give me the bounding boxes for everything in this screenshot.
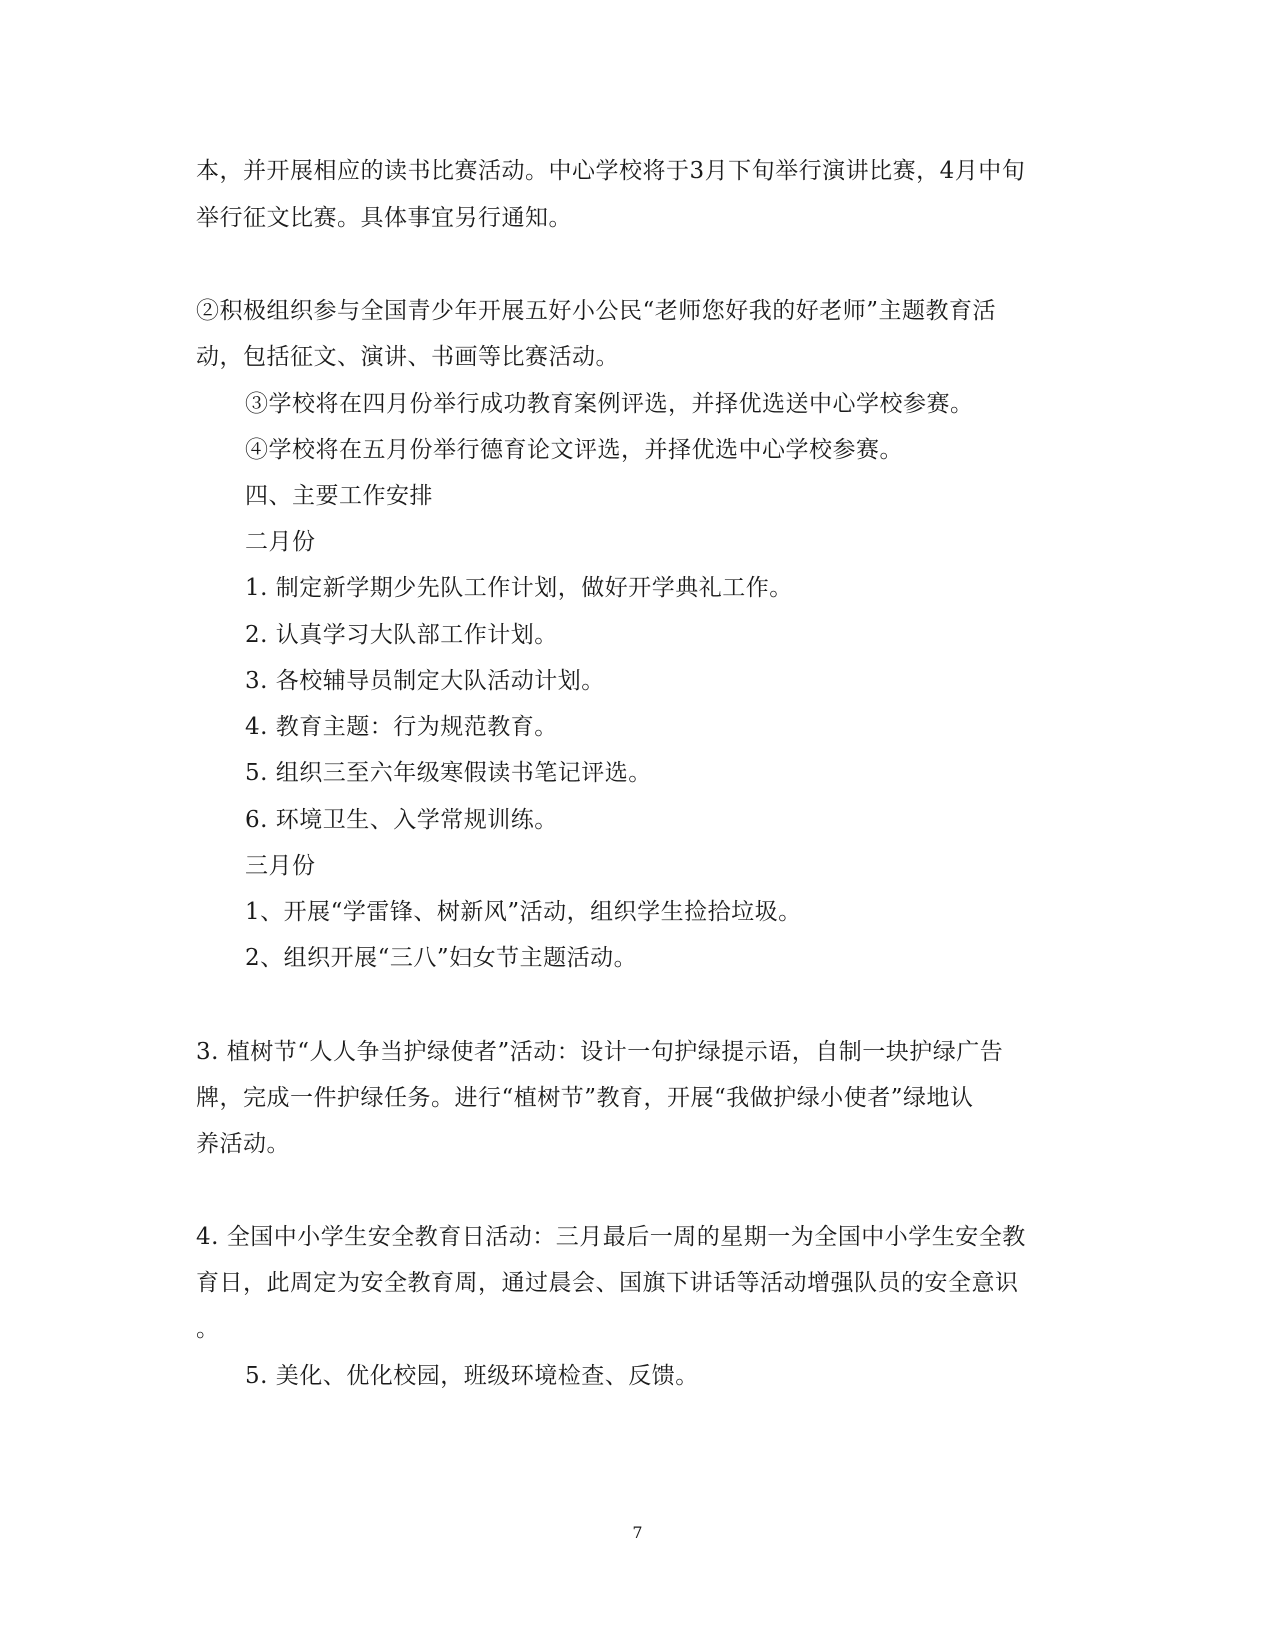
paragraph-line: 育日，此周定为安全教育周，通过晨会、国旗下讲话等活动增强队员的安全意识: [196, 1270, 1019, 1296]
paragraph-line: 3. 植树节“人人争当护绿使者”活动：设计一句护绿提示语，自制一块护绿广告: [196, 1039, 1004, 1065]
list-item: 1、开展“学雷锋、树新风”活动，组织学生捡拾垃圾。: [245, 899, 802, 925]
section-heading: 四、主要工作安排: [245, 483, 433, 509]
list-item: 2、组织开展“三八”妇女节主题活动。: [245, 945, 638, 971]
list-item: ④学校将在五月份举行德育论文评选，并择优选中心学校参赛。: [245, 437, 903, 463]
paragraph-line: 举行征文比赛。具体事宜另行通知。: [196, 205, 572, 231]
month-heading: 二月份: [245, 529, 316, 555]
paragraph-line: 动，包括征文、演讲、书画等比赛活动。: [196, 344, 619, 370]
month-heading: 三月份: [245, 853, 316, 879]
paragraph-line: 。: [196, 1316, 220, 1342]
list-item: 2. 认真学习大队部工作计划。: [245, 622, 558, 648]
page-number: 7: [632, 1523, 643, 1542]
list-item: 3. 各校辅导员制定大队活动计划。: [245, 668, 605, 694]
list-item: 1. 制定新学期少先队工作计划，做好开学典礼工作。: [245, 575, 793, 601]
list-item: 4. 教育主题：行为规范教育。: [245, 714, 558, 740]
paragraph-line: 本，并开展相应的读书比赛活动。中心学校将于3月下旬举行演讲比赛，4月中旬: [196, 158, 1026, 184]
paragraph-line: ②积极组织参与全国青少年开展五好小公民“老师您好我的好老师”主题教育活: [196, 298, 997, 324]
list-item: ③学校将在四月份举行成功教育案例评选，并择优选送中心学校参赛。: [245, 391, 974, 417]
paragraph-line: 4. 全国中小学生安全教育日活动：三月最后一周的星期一为全国中小学生安全教: [196, 1224, 1026, 1250]
list-item: 5. 组织三至六年级寒假读书笔记评选。: [245, 760, 652, 786]
paragraph-line: 养活动。: [196, 1131, 290, 1157]
paragraph-line: 牌，完成一件护绿任务。进行“植树节”教育，开展“我做护绿小使者”绿地认: [196, 1085, 974, 1111]
list-item: 5. 美化、优化校园，班级环境检查、反馈。: [245, 1363, 699, 1389]
list-item: 6. 环境卫生、入学常规训练。: [245, 807, 558, 833]
